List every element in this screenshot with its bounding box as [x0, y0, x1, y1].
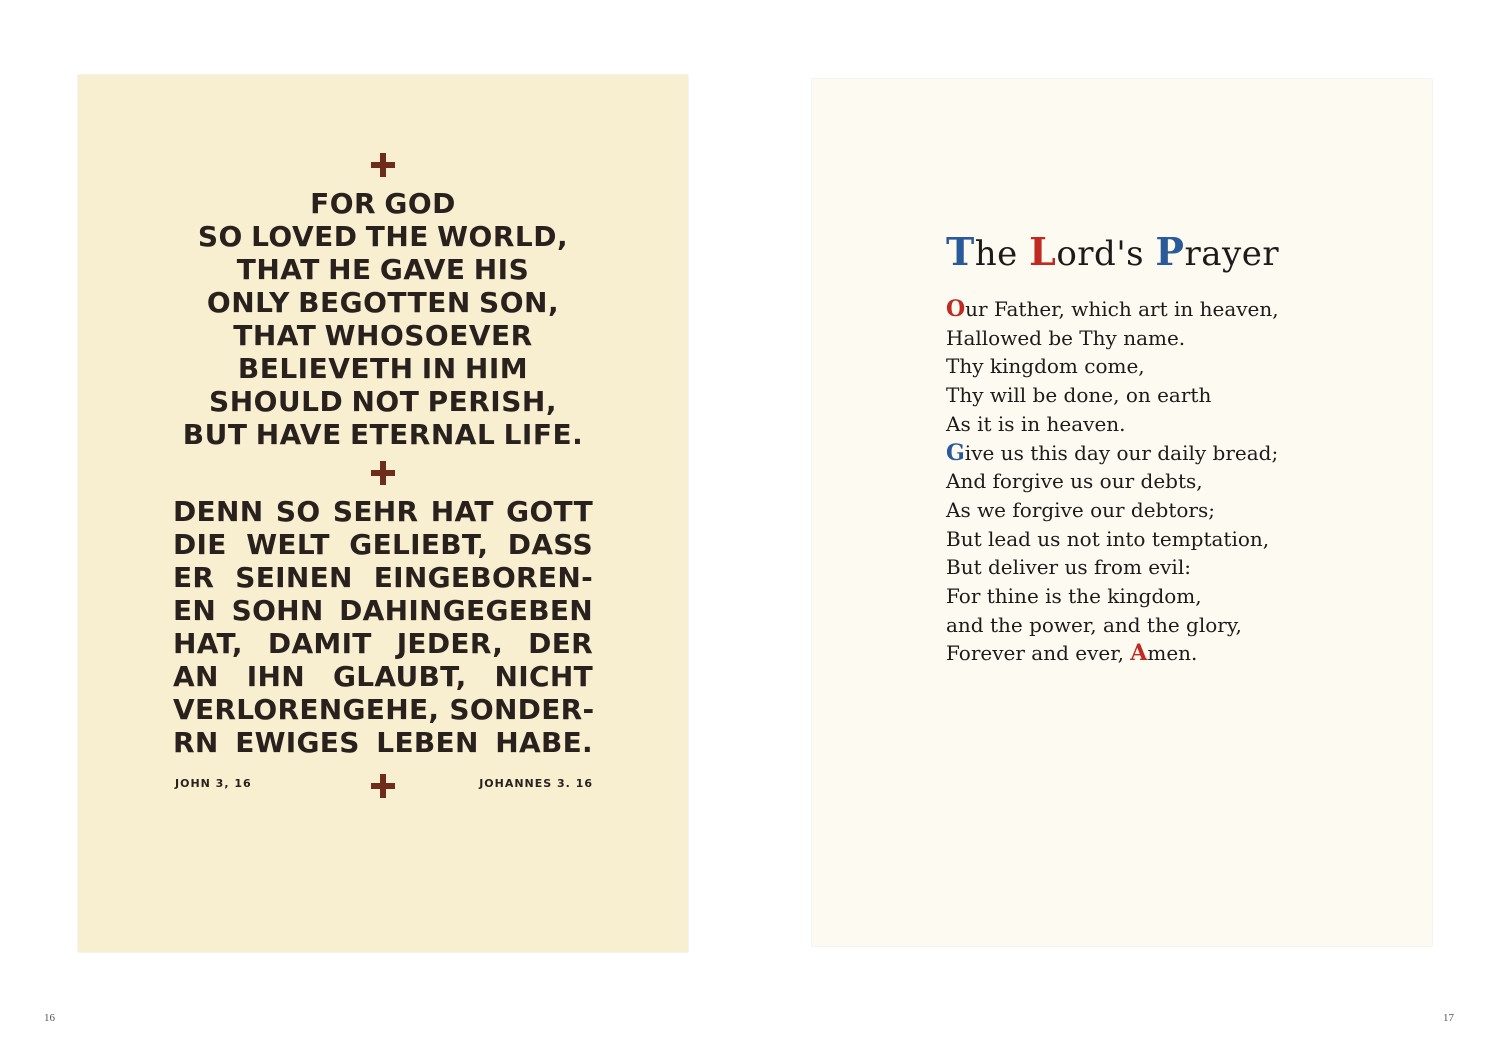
- prayer-line: [946, 295, 1279, 324]
- prayer-line: Thy kingdom come,: [946, 354, 1145, 379]
- john-3-16-plate: [78, 75, 688, 952]
- title-initial: T: [946, 229, 975, 274]
- german-verse: [173, 495, 593, 759]
- title-text: rayer: [1184, 234, 1280, 274]
- prayer-title: [946, 229, 1279, 274]
- prayer-line-text: ur Father, which art in heaven,: [965, 297, 1279, 321]
- english-verse-line: BELIEVETH IN HIM: [237, 352, 529, 385]
- english-verse-line: SHOULD NOT PERISH,: [209, 385, 557, 418]
- prayer-line-text: Forever and ever,: [946, 641, 1131, 666]
- prayer-line: [946, 439, 1279, 468]
- prayer-initial: A: [1130, 640, 1148, 667]
- prayer-line-text: men.: [1147, 641, 1198, 666]
- prayer-text: [946, 295, 1279, 668]
- english-reference: JOHN 3, 16: [175, 777, 252, 790]
- prayer-line: Thy will be done, on earth: [946, 383, 1212, 408]
- german-verse-line: AN IHN GLAUBT, NICHT: [173, 660, 593, 693]
- prayer-line: As we forgive our debtors;: [946, 497, 1215, 522]
- prayer-line-text: ive us this day our daily bread;: [964, 440, 1279, 465]
- prayer-line: Hallowed be Thy name.: [946, 325, 1186, 350]
- title-text: he: [974, 234, 1030, 274]
- german-verse-line: VERLORENGEHE, SONDER-: [173, 693, 595, 726]
- german-verse-line: ER SEINEN EINGEBOREN-: [173, 561, 593, 594]
- title-initial: P: [1155, 229, 1185, 274]
- prayer-line: But lead us not into temptation,: [946, 526, 1270, 551]
- english-verse-line: BUT HAVE ETERNAL LIFE.: [182, 418, 584, 451]
- cross-icon: [371, 774, 395, 798]
- english-verse-line: SO LOVED THE WORLD,: [197, 220, 569, 253]
- lords-prayer-plate: [812, 79, 1432, 946]
- english-verse-line: ONLY BEGOTTEN SON,: [206, 286, 560, 319]
- german-verse-line: EN SOHN DAHINGEGEBEN: [173, 594, 593, 627]
- prayer-line: For thine is the kingdom,: [946, 584, 1202, 609]
- cross-icon: [371, 461, 395, 485]
- prayer-line: [946, 639, 1279, 668]
- page-number-right: 17: [1443, 1012, 1454, 1024]
- title-initial: L: [1029, 229, 1057, 274]
- english-verse-line: THAT WHOSOEVER: [233, 319, 533, 352]
- page-number-left: 16: [44, 1012, 55, 1024]
- german-verse-line: HAT, DAMIT JEDER, DER: [173, 627, 593, 660]
- prayer-line: and the power, and the glory,: [946, 612, 1242, 637]
- prayer-initial: O: [946, 296, 966, 322]
- english-verse: [78, 187, 688, 451]
- cross-icon: [371, 153, 395, 177]
- german-verse-line: RN EWIGES LEBEN HABE.: [173, 726, 593, 759]
- english-verse-line: THAT HE GAVE HIS: [236, 253, 530, 286]
- prayer-line: And forgive us our debts,: [946, 469, 1203, 494]
- prayer-line: But deliver us from evil:: [946, 555, 1191, 580]
- prayer-line: As it is in heaven.: [946, 411, 1126, 436]
- title-text: ord's: [1056, 234, 1156, 274]
- german-verse-line: DIE WELT GELIEBT, DASS: [173, 528, 593, 561]
- prayer-initial: G: [946, 439, 965, 466]
- german-verse-line: DENN SO SEHR HAT GOTT: [173, 495, 593, 528]
- english-verse-line: FOR GOD: [310, 187, 456, 220]
- german-reference: JOHANNES 3. 16: [479, 777, 593, 790]
